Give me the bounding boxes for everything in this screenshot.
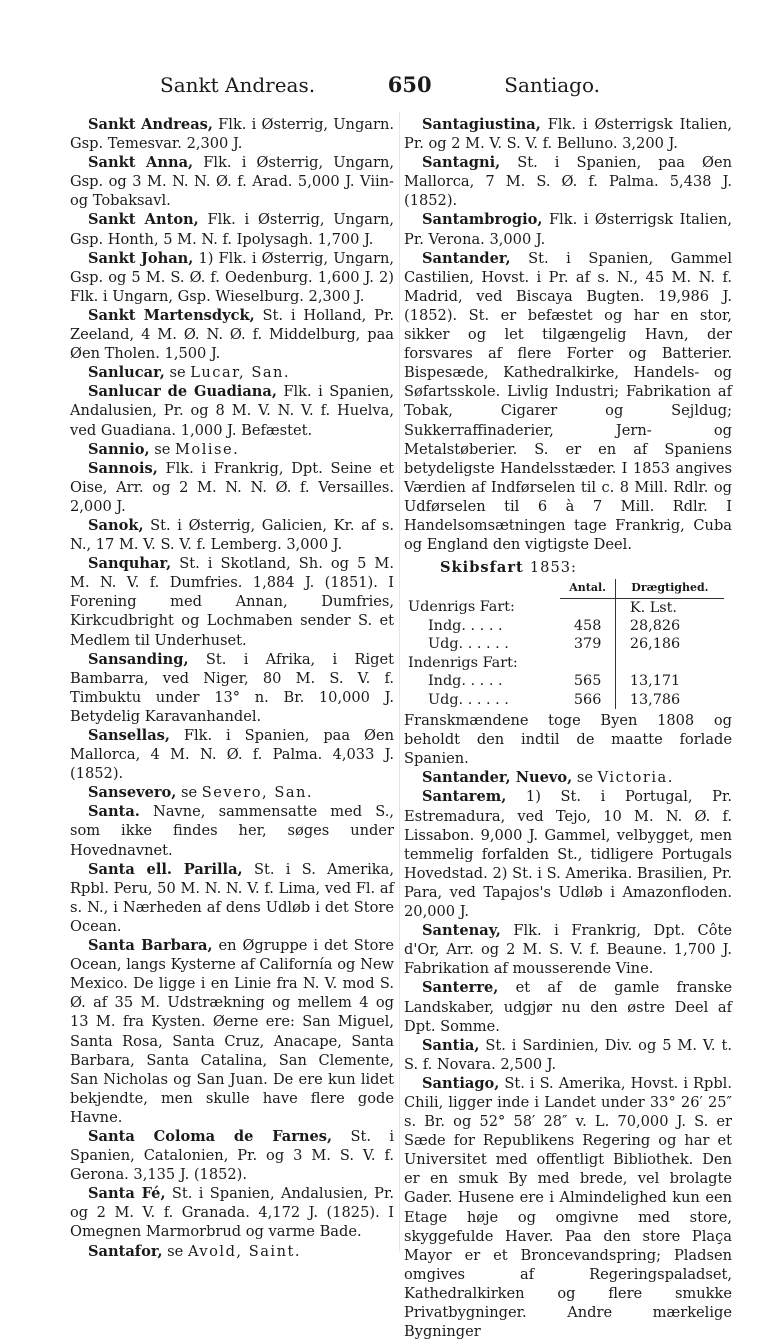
shipping-row-draegtighed: 13,786 xyxy=(629,691,681,708)
table-row xyxy=(404,617,724,635)
entry-cross-reference: Severo, San. xyxy=(201,784,314,802)
shipping-row-label: Udg. . . . . . xyxy=(428,691,509,708)
dictionary-entry xyxy=(70,726,394,783)
dictionary-entry xyxy=(404,787,732,921)
dictionary-entry xyxy=(404,768,732,787)
dictionary-entry xyxy=(70,153,394,210)
dictionary-entry xyxy=(404,210,732,248)
entry-text: St. i Spanien, Andalusien, Pr. og 2 M. V. f. Granada. 4,172 J. (1825). I Omegnen Marmorbrud og varme Bade. xyxy=(70,1185,395,1241)
entry-headword: Sanlucar, xyxy=(88,364,165,382)
dictionary-entry xyxy=(404,249,732,555)
column-divider xyxy=(399,112,400,1252)
entry-headword: Sankt Martensdyck, xyxy=(88,306,255,324)
entry-text: se xyxy=(149,440,175,458)
entry-text: St. i Holland, Pr. Zeeland, 4 M. Ø. N. Ø. f. Middelburg, paa Øen Tholen. 1,500 J. xyxy=(70,306,395,363)
entry-text: Flk. i Østerrig, Ungarn, Gsp. Honth, 5 M. N. f. Ipolysagh. 1,700 J. xyxy=(70,211,394,248)
shipping-row-draegtighed: 13,171 xyxy=(629,673,681,690)
entry-headword: Sanquhar, xyxy=(88,555,172,573)
entry-headword: Santambrogio, xyxy=(422,211,543,229)
table-row xyxy=(404,691,724,709)
entry-headword: Sannois, xyxy=(88,459,158,477)
entry-headword: Santerre, xyxy=(422,979,499,997)
entry-text: St. i Sardinien, Div. og 5 M. V. t. S. f. Novara. 2,500 J. xyxy=(404,1036,732,1073)
entry-text: St. i Afrika, i Riget Bambarra, ved Niger, 80 M. S. V. f. Timbuktu under 13° n. Br. 10,000 J. Betydelig Karavanhandel. xyxy=(70,650,394,725)
entry-headword: Santander, Nuevo, xyxy=(422,769,573,787)
dictionary-entry xyxy=(404,115,732,153)
entry-text: Flk. i Østerrigsk Italien, Pr. og 2 M. V. S. V. f. Belluno. 3,200 J. xyxy=(404,116,732,153)
shipping-row-antal: 458 xyxy=(560,617,615,635)
dictionary-entry xyxy=(404,1074,732,1341)
shipping-unit: K. Lst. xyxy=(629,599,678,616)
dictionary-entry xyxy=(70,860,394,936)
dictionary-entry xyxy=(70,249,394,306)
shipping-domestic-row xyxy=(404,654,724,672)
entry-text: Flk. i Spanien, paa Øen Mallorca, 4 M. N. Ø. f. Palma. 4,033 J. (1852). xyxy=(70,727,394,783)
entry-cross-reference: Molise. xyxy=(174,440,240,458)
entry-headword: Santagni, xyxy=(422,154,501,172)
dictionary-entry xyxy=(70,115,394,153)
shipping-row-antal: 565 xyxy=(560,672,615,690)
entry-headword: Sansanding, xyxy=(88,650,189,668)
entry-headword: Sanok, xyxy=(88,516,144,534)
shipping-section xyxy=(404,558,732,768)
dictionary-entry xyxy=(70,554,394,649)
entry-headword: Sankt Johan, xyxy=(88,249,194,267)
entry-text: Flk. i Spanien, Andalusien, Pr. og 8 M. V. N. V. f. Huelva, ved Guadiana. 1,000 J. Befæstet. xyxy=(70,383,394,439)
entry-headword: Sankt Anton, xyxy=(88,211,199,229)
shipping-title-label: Skibsfart xyxy=(440,559,524,577)
dictionary-entry xyxy=(70,1184,394,1241)
entry-text: se xyxy=(164,364,191,382)
dictionary-entry xyxy=(70,210,394,248)
shipping-empty-cell xyxy=(560,654,615,672)
entry-cross-reference: Lucar, San. xyxy=(190,364,291,382)
dictionary-entry xyxy=(70,1127,394,1184)
shipping-col-antal: Antal. xyxy=(560,579,615,598)
dictionary-entry xyxy=(70,459,394,516)
dictionary-entry xyxy=(70,802,394,859)
shipping-row-draegtighed: 28,826 xyxy=(629,618,681,635)
right-column-bottom-entries xyxy=(404,768,732,1341)
right-column-top-entries xyxy=(404,115,732,554)
entry-headword: Santa Coloma de Farnes, xyxy=(88,1127,333,1145)
right-column xyxy=(404,115,732,1341)
entry-text: St. i Skotland, Sh. og 5 M. M. N. V. f. Dumfries. 1,884 J. (1851). I Forening med Annan, Dumfries, Kirkcudbright og Lochmaben sender S. et Medlem til Underhuset. xyxy=(70,555,394,649)
dictionary-entry xyxy=(70,306,394,363)
entry-text: St. i Spanien, Catalonien, Pr. og 3 M. S. V. f. Gerona. 3,135 J. (1852). xyxy=(70,1127,394,1184)
header-right-keyword: Santiago. xyxy=(504,73,600,97)
entry-text: Flk. i Østerrig, Ungarn. Gsp. Temesvar. 2,300 J. xyxy=(70,116,395,153)
entry-text: St. i Spanien, Gammel Castilien, Hovst. i Pr. af s. N., 45 M. N. f. Madrid, ved Biscaya Bugten. 19,986 J. (1852). St. er befæstet og har en stor, sikker og let tilgængelig Havn, der forsvares af flere Forter og Batterier. Bispesæde, Kathedralkirke, Handels- og Søfartsskole. Livlig Industri; Fabrikation af Tobak, Cigarer og Sejldug; Sukkerraffinaderier, Jern- og Metalstøberier. S. er en af Spaniens betydeligste Handelsstæder. I 1853 angives Værdien af Indførselen til c. 8 Mill. Rdlr. og Udførselen til 6 à 7 Mill. Rdlr. I Handelsomsætningen tage Frankrig, Cuba og England den vigtigste Deel. xyxy=(404,249,732,554)
entry-text: Flk. i Frankrig, Dpt. Côte d'Or, Arr. og 2 M. S. V. f. Beaune. 1,700 J. Fabrikation af mousserende Vine. xyxy=(404,922,732,978)
shipping-row-label: Indg. . . . . xyxy=(428,618,503,635)
entry-text: 1) St. i Portugal, Pr. Estremadura, ved Tejo, 10 M. N. Ø. f. Lissabon. 9,000 J. Gammel, velbygget, men temmelig forfalden St., tidligere Portugals Hovedstad. 2) St. i S. Amerika. Brasilien, Pr. Para, ved Tapajos's Udløb i Amazonfloden. 20,000 J. xyxy=(404,788,732,921)
entry-text: se xyxy=(176,784,202,802)
entry-text: St. i Østerrig, Galicien, Kr. af s. N., 17 M. V. S. V. f. Lemberg. 3,000 J. xyxy=(70,516,394,554)
shipping-row-label: Indg. . . . . xyxy=(428,673,503,690)
header-left-keyword: Sankt Andreas. xyxy=(160,73,316,97)
entry-text: et af de gamle franske Landskaber, udgjør nu den østre Deel af Dpt. Somme. xyxy=(404,979,732,1035)
entry-text: se xyxy=(162,1242,188,1260)
entry-headword: Sanlucar de Guadiana, xyxy=(88,383,277,401)
entry-headword: Santa Barbara, xyxy=(88,937,213,955)
shipping-title xyxy=(404,558,732,577)
entry-headword: Sansevero, xyxy=(88,784,177,802)
dictionary-entry xyxy=(70,363,394,382)
shipping-row-antal: 379 xyxy=(560,635,615,653)
page-header xyxy=(160,72,600,102)
entry-headword: Santia, xyxy=(422,1036,480,1054)
shipping-row-label: Udg. . . . . . xyxy=(428,636,509,653)
page-number: 650 xyxy=(387,72,432,97)
shipping-foreign-label: Udenrigs Fart: xyxy=(408,599,515,616)
shipping-year: 1853: xyxy=(529,559,577,577)
dictionary-entry xyxy=(70,516,394,554)
shipping-empty-cell xyxy=(615,654,724,672)
dictionary-entry xyxy=(404,1036,732,1074)
dictionary-entry xyxy=(70,936,394,1127)
shipping-foreign-row xyxy=(404,598,724,617)
table-row xyxy=(404,672,724,690)
entry-text: St. i Spanien, paa Øen Mallorca, 7 M. S. Ø. f. Palma. 5,438 J. (1852). xyxy=(404,154,732,210)
shipping-header-spacer xyxy=(404,579,560,598)
entry-text: se xyxy=(572,769,598,787)
entry-headword: Santenay, xyxy=(422,922,501,940)
entry-cross-reference: Victoria. xyxy=(597,769,674,787)
entry-headword: Santagiustina, xyxy=(422,116,541,133)
entry-headword: Santiago, xyxy=(422,1074,500,1092)
dictionary-entry xyxy=(404,921,732,978)
shipping-domestic-label: Indenrigs Fart: xyxy=(408,654,518,671)
entry-headword: Santa Fé, xyxy=(88,1185,166,1203)
entry-text: Flk. i Østerrig, Ungarn, Gsp. og 3 M. N. N. Ø. f. Arad. 5,000 J. Viin- og Tobaksavl. xyxy=(70,154,394,210)
entry-headword: Santa ell. Parilla, xyxy=(88,860,243,878)
entry-headword: Sannio, xyxy=(88,440,150,458)
entry-headword: Santarem, xyxy=(422,788,507,806)
entry-text: Flk. i Frankrig, Dpt. Seine et Oise, Arr. og 2 M. N. N. Ø. f. Versailles. 2,000 J. xyxy=(70,459,394,515)
entry-headword: Santander, xyxy=(422,249,511,267)
dictionary-entry xyxy=(70,382,394,439)
dictionary-entry xyxy=(404,153,732,210)
entry-headword: Santafor, xyxy=(88,1242,163,1260)
entry-headword: Sansellas, xyxy=(88,727,170,744)
shipping-empty-cell xyxy=(560,598,615,617)
entry-text: Flk. i Østerrigsk Italien, Pr. Verona. 3,000 J. xyxy=(404,211,732,248)
shipping-col-draegtighed: Drægtighed. xyxy=(615,579,724,598)
dictionary-entry xyxy=(70,783,394,802)
shipping-row-antal: 566 xyxy=(560,691,615,709)
entry-text: Navne, sammensatte med S., som ikke findes her, søges under Hovednavnet. xyxy=(70,803,394,859)
dictionary-entry xyxy=(70,440,394,459)
entry-text: en Øgruppe i det Store Ocean, langs Kysterne af Californía og New Mexico. De ligge i en Linie fra N. V. mod S. Ø. af 35 M. Udstrækning og mellem 4 og 13 M. fra Kysten. Øerne ere: San Miguel, Santa Rosa, Santa Cruz, Anacape, Santa Barbara, Santa Catalina, San Clemente, San Nicholas og San Juan. De ere kun lidet bekjendte, men skulle have flere gode Havne. xyxy=(70,937,394,1126)
entry-cross-reference: Avold, Saint. xyxy=(187,1242,301,1260)
left-column xyxy=(70,115,394,1261)
entry-headword: Santa. xyxy=(88,803,140,821)
entry-text: St. i S. Amerika, Hovst. i Rpbl. Chili, ligger inde i Landet under 33° 26′ 25″ s. Br. og 52° 58′ 28″ v. L. 70,000 J. S. er Sæde for Republikens Regering og har et Universitet med offentligt Bibliothek. Den er en smuk By med brede, vel brolagte Gader. Husene ere i Almindelighed kun een Etage høje og omgivne med store, skyggefulde Haver. Paa den store Plaça Mayor er et Broncevandspring; Pladsen omgives af Regeringspaladset, Kathedralkirken og flere smukke Privatbygninger. Andre mærkelige Bygninger xyxy=(404,1074,732,1341)
shipping-note: Franskmændene toge Byen 1808 og beholdt den indtil de maatte forlade Spanien. xyxy=(404,712,732,768)
entry-text: St. i S. Amerika, Rpbl. Peru, 50 M. N. N. V. f. Lima, ved Fl. af s. N., i Nærheden af dens Udløb i det Store Ocean. xyxy=(70,860,394,935)
dictionary-entry xyxy=(70,1242,394,1261)
dictionary-entry xyxy=(404,978,732,1035)
entry-headword: Sankt Anna, xyxy=(88,154,194,172)
dictionary-entry xyxy=(70,650,394,726)
shipping-row-draegtighed: 26,186 xyxy=(629,636,681,653)
entry-headword: Sankt Andreas, xyxy=(88,116,213,133)
entry-text: 1) Flk. i Østerrig, Ungarn, Gsp. og 5 M. S. Ø. f. Oedenburg. 1,600 J. 2) Flk. i Ungarn, Gsp. Wieselburg. 2,300 J. xyxy=(70,249,394,305)
shipping-table xyxy=(404,579,724,709)
table-row xyxy=(404,635,724,653)
